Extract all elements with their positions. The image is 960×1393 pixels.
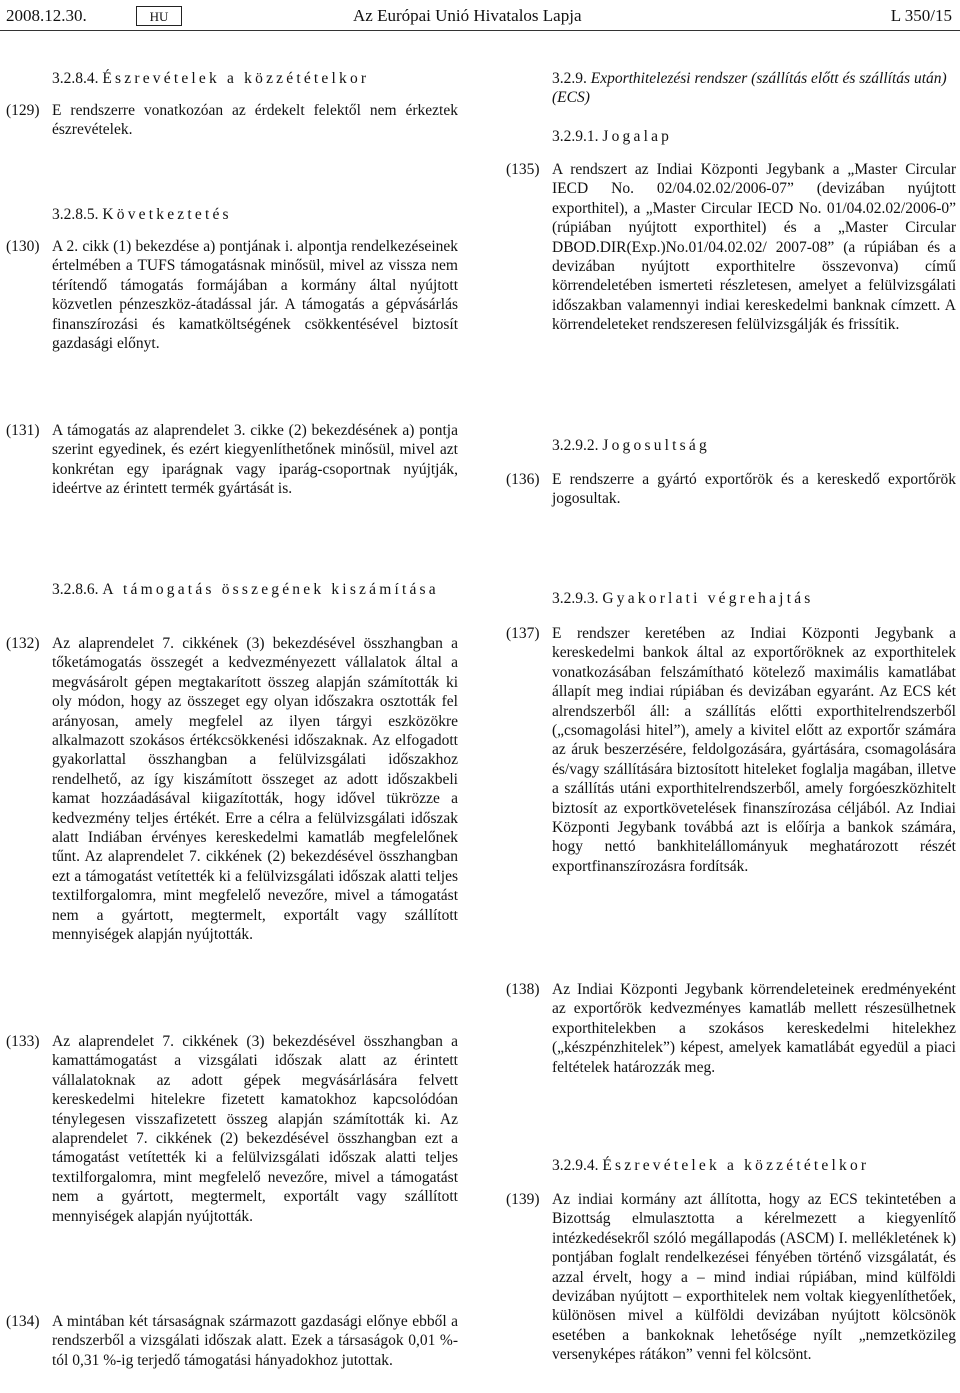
page-header <box>0 6 960 30</box>
paragraph-131: (131) A támogatás az alaprendelet 3. cikke (2) bekezdésének a) pontja szerint egyedinek, és ezért kiegyenlíthetőnek minősül, mivel azt konkrétan egy iparágnak vagy iparág-csoportnak nyújtják, ideértve az érintett termék gyártását is. <box>6 422 458 498</box>
paragraph-129: (129) E rendszerre vonatkozóan az érdekelt felektől nem érkeztek észrevételek. <box>6 102 458 139</box>
section-heading-3285: 3.2.8.5. Következtetés <box>52 206 232 223</box>
journal-title: Az Európai Unió Hivatalos Lapja <box>353 6 582 25</box>
page-number: L 350/15 <box>890 6 952 25</box>
section-heading-3292: 3.2.9.2. Jogosultság <box>552 437 710 454</box>
section-heading-329: 3.2.9. Exporthitelezési rendszer (szállítás előtt és szállítás után) (ECS) <box>552 70 947 107</box>
paragraph-138: (138) Az Indiai Központi Jegybank körrendeleteinek eredményeként az exportőrök kedvezményes kamatláb mellett részesülhetnek exporthitelekben a szokásos kereskedelmi hitelekhez („készpénzhitelek”) képest, amelyek kamatlábát egyedül a piaci feltételek határozzák meg. <box>506 981 956 1076</box>
section-heading-3286: 3.2.8.6. A támogatás összegének kiszámítása <box>52 581 439 598</box>
paragraph-139: (139) Az indiai kormány azt állította, hogy az ECS tekintetében a Bizottság elmulasztotta a kérelmezett a kiegyenlítő intézkedésekről szóló megállapodás (ASCM) I. mellékletének k) pontjában foglalt rendelkezései fényében történő vizsgálatát, és azzal érvelt, hogy a – mind indiai rúpiában, mind külföldi devizában nyújtott – exporthitelek nem voltak kiegyenlíthetőek, különösen mivel a külföldi devizában nyújtott kölcsönök esetében a bankoknak lehetősége nyílt „nemzetközileg versenyképes rátákon” venni fel kölcsönt. <box>506 1191 956 1364</box>
paragraph-133: (133) Az alaprendelet 7. cikkének (3) bekezdésével összhangban a kamattámogatást a vizsgálati időszak alatt az érintett vállalatoknak az adott gépek megvásárlására felvett kereskedelmi hitelekre fizetett kamatokhoz kapcsolódóan ténylegesen visszafizetett összeg alapján számították ki. Az alaprendelet 7. cikkének (2) bekezdésével összhangban ezt a támogatást vetítették ki a felülvizsgálati időszak alatti teljes textilforgalomra, mint megfelelő nevezőre, mivel a támogatást nem a gyártott, megtermelt, exportált vagy szállított mennyiségek alapján nyújtották. <box>6 1033 458 1225</box>
language-badge: HU <box>136 6 182 26</box>
section-heading-3293: 3.2.9.3. Gyakorlati végrehajtás <box>552 590 814 607</box>
paragraph-134: (134) A mintában két társaságnak származott gazdasági előnye ebből a rendszerből a vizsgálati időszak alatt. Ezek a társaságok 0,01 %-tól 0,31 %-ig terjedő támogatási hányadokhoz jutottak. <box>6 1313 458 1369</box>
header-rule <box>0 30 960 31</box>
section-heading-3284: 3.2.8.4. Észrevételek a közzétételkor <box>52 70 370 87</box>
paragraph-137: (137) E rendszer keretében az Indiai Központi Jegybank a kereskedelmi bankok által az exportőröknek az exporthitelek vonatkozásában felszámítható kötelező maximális kamatlábat állapít meg indiai rúpiában és devizában egyaránt. Az ECS két alrendszerből áll: a szállítás előtti exporthitelrendszerből („csomagolási hitel”), amely a kivitel előtt az exportőr számára az áruk beszerzésére, feldolgozására, gyártására, csomagolására és/vagy szállítására biztosított hiteleket foglalja magában, illetve a szállítás utáni exporthitelrendszerből, amely forgóeszközhitelt biztosít az exportkövetelések finanszírozása céljából. Az Indiai Központi Jegybank továbbá azt is előírja a bankok számára, hogy nettó bankhitelállományuk meghatározott részét exportfinanszírozásra fordítsák. <box>506 625 956 875</box>
paragraph-132: (132) Az alaprendelet 7. cikkének (3) bekezdésével összhangban a tőketámogatás összegét a kedvezményezett vállalatok által a megvásárolt gépen megtakarított összeg alapján számították ki oly módon, hogy az összeget egy olyan időszakra osztották fel arányosan, amely megfelel az ilyen tárgyi eszközökre alkalmazott szokásos értékcsökkenési időszaknak. Az elfogadott gyakorlattal összhangban a felülvizsgálati időszakhoz rendelhető, az így kiszámított összeget az adott időszakbeli kamat hozzáadásával kiigazították, hogy idővel tükrözze a kedvezmény teljes értékét. Erre a célra a felülvizsgálati időszak alatt Indiában érvényes kereskedelmi kamatláb megfelelőnek tűnt. Az alaprendelet 7. cikkének (2) bekezdésével összhangban ezt a támogatást vetítették ki a felülvizsgálati időszak alatti teljes textilforgalomra, mint megfelelő nevezőre, mivel a támogatást nem a gyártott, megtermelt, exportált vagy szállított mennyiségek alapján nyújtották. <box>6 635 458 944</box>
header-date: 2008.12.30. <box>6 6 87 25</box>
paragraph-130: (130) A 2. cikk (1) bekezdése a) pontjának i. alpontja rendelkezéseinek értelmében a TUFS támogatásnak minősül, mivel az vissza nem térítendő támogatás formájában a kormány által nyújtott közvetlen pénzeszköz-átadással jár. A támogatás a gépvásárlás finanszírozási és kamatköltségének csökkentésével biztosít gazdasági előnyt. <box>6 238 458 353</box>
section-heading-3294: 3.2.9.4. Észrevételek a közzétételkor <box>552 1157 870 1174</box>
section-heading-3291: 3.2.9.1. Jogalap <box>552 128 673 145</box>
paragraph-135: (135) A rendszert az Indiai Központi Jegybank a „Master Circular IECD No. 02/04.02.02/2006-07” (devizában nyújtott exporthitel), a „Master Circular IECD No. 01/04.02.02/2006-0” (rúpiában nyújtott exporthitel) és a „Master Circular DBOD.DIR(Exp.)No.01/04.02.02/ 2007-08” (a rúpiában és a devizában nyújtott exporthitelre összevonva) című körrendeletében ismerteti részletesen, amelyet a felülvizsgálati időszakban valamennyi indiai kereskedelmi banknak címzett. A körrendeleteket rendszeresen felülvizsgálják és frissítik. <box>506 161 956 334</box>
paragraph-136: (136) E rendszerre a gyártó exportőrök és a kereskedő exportőrök jogosultak. <box>506 471 956 508</box>
